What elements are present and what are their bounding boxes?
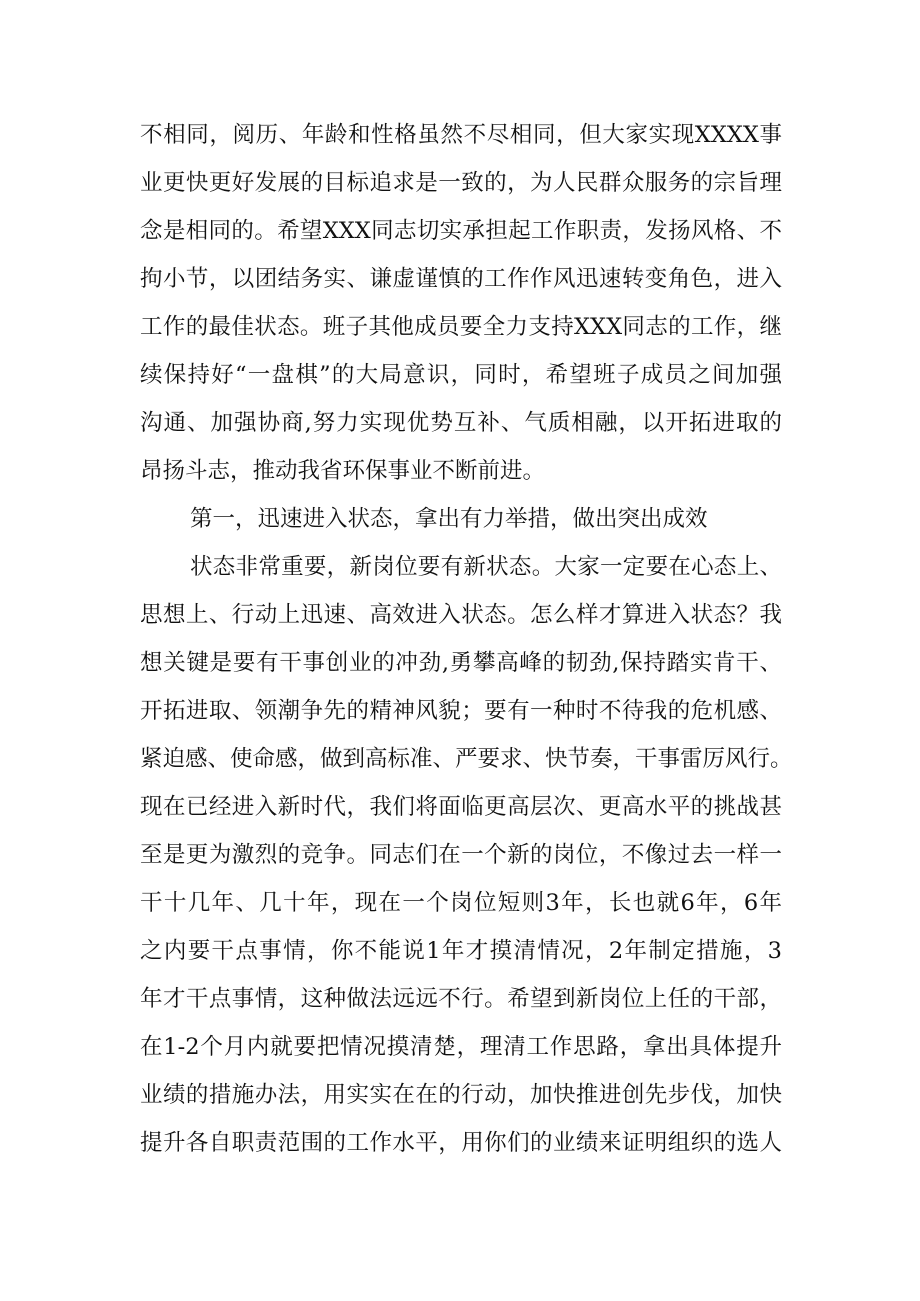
body-text-line: 开拓进取、领潮争先的精神风貌；要有一种时不待我的危机感、 — [140, 698, 782, 724]
body-text-line: 沟通、加强协商,努力实现优势互补、气质相融，以开拓进取的 — [140, 410, 782, 436]
body-text-line: 念是相同的。希望XXX同志切实承担起工作职责，发扬风格、不 — [140, 218, 782, 244]
body-text-line: 至是更为激烈的竞争。同志们在一个新的岗位，不像过去一样一 — [140, 842, 782, 868]
body-text-line: 昂扬斗志，推动我省环保事业不断前进。 — [140, 458, 546, 484]
body-text-line: 续保持好“一盘棋”的大局意识，同时，希望班子成员之间加强 — [140, 362, 782, 388]
body-text-line: 想关键是要有干事创业的冲劲,勇攀高峰的韧劲,保持踏实肯干、 — [140, 650, 782, 676]
body-text-line: 提升各自职责范围的工作水平，用你们的业绩来证明组织的选人 — [140, 1130, 782, 1156]
body-text-line: 年才干点事情，这种做法远远不行。希望到新岗位上任的干部， — [140, 986, 782, 1012]
body-text-line: 干十几年、几十年，现在一个岗位短则3年，长也就6年，6年 — [140, 890, 782, 916]
body-text-line: 拘小节，以团结务实、谦虚谨慎的工作作风迅速转变角色，进入 — [140, 266, 782, 292]
body-text-line: 思想上、行动上迅速、高效进入状态。怎么样才算进入状态？我 — [140, 602, 782, 628]
body-text-line: 状态非常重要，新岗位要有新状态。大家一定要在心态上、 — [190, 554, 782, 580]
body-text-line: 工作的最佳状态。班子其他成员要全力支持XXX同志的工作，继 — [140, 314, 782, 340]
body-text-line: 现在已经进入新时代，我们将面临更高层次、更高水平的挑战甚 — [140, 794, 782, 820]
body-text-line: 不相同，阅历、年龄和性格虽然不尽相同，但大家实现XXXX事 — [140, 122, 782, 148]
body-text-line: 紧迫感、使命感，做到高标准、严要求、快节奏，干事雷厉风行。 — [140, 746, 793, 772]
body-text-line: 之内要干点事情，你不能说1年才摸清情况，2年制定措施，3 — [140, 938, 782, 964]
body-text-line: 业更快更好发展的目标追求是一致的，为人民群众服务的宗旨理 — [140, 170, 782, 196]
body-text-line: 业绩的措施办法，用实实在在的行动，加快推进创先步伐，加快 — [140, 1082, 782, 1108]
body-text-line: 在1-2个月内就要把情况摸清楚，理清工作思路，拿出具体提升 — [140, 1034, 782, 1060]
section-heading: 第一，迅速进入状态，拿出有力举措，做出突出成效 — [190, 506, 708, 532]
